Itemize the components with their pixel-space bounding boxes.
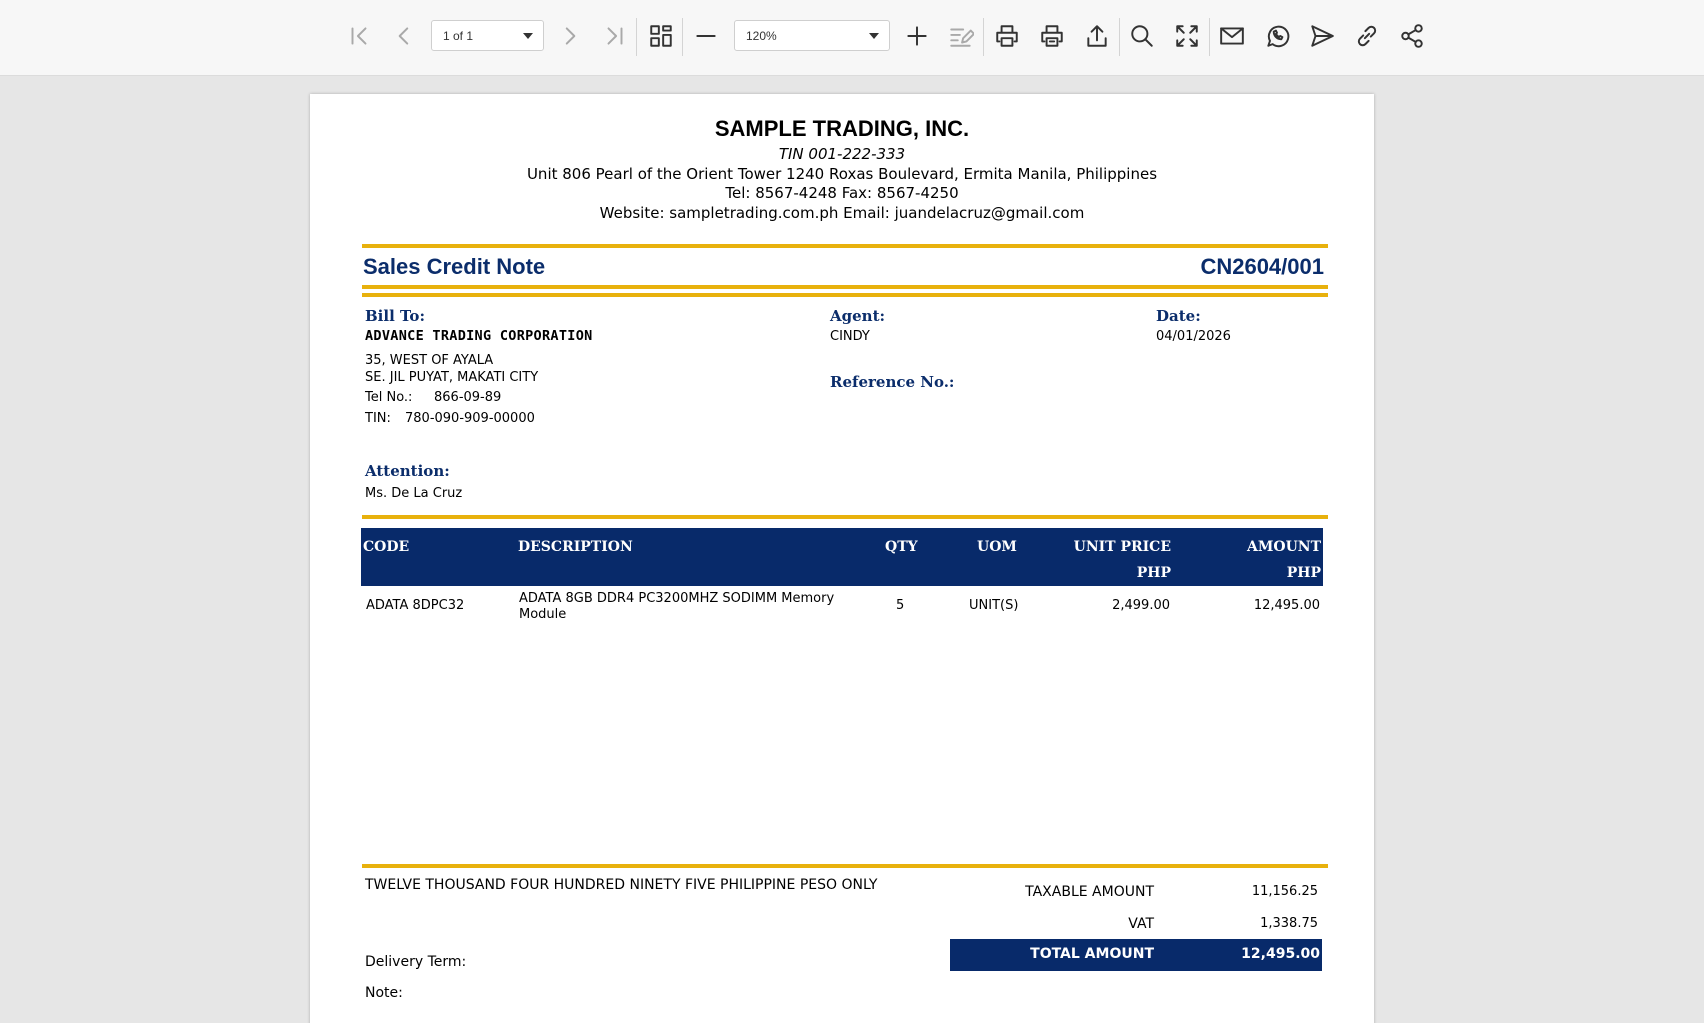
taxable-amount-label: TAXABLE AMOUNT xyxy=(1025,884,1154,900)
last-page-icon xyxy=(602,23,628,49)
company-address: Unit 806 Pearl of the Orient Tower 1240 Roxas Boulevard, Ermita Manila, Philippines xyxy=(526,165,1158,183)
page-select[interactable] xyxy=(431,20,544,51)
previous-page-button[interactable] xyxy=(384,16,424,56)
fullscreen-icon xyxy=(1174,23,1200,49)
document-number: CN2604/001 xyxy=(1200,254,1324,279)
bill-to-tin: 780-090-909-00000 xyxy=(405,411,535,426)
divider-line xyxy=(362,864,1328,868)
delivery-term-label: Delivery Term: xyxy=(365,954,467,970)
chevron-down-icon xyxy=(523,33,533,39)
attention-value: Ms. De La Cruz xyxy=(365,486,463,501)
edit-icon xyxy=(948,23,974,49)
amount-in-words: TWELVE THOUSAND FOUR HUNDRED NINETY FIVE PHILIPPINE PESO ONLY xyxy=(365,877,878,893)
next-page-button[interactable] xyxy=(550,16,590,56)
divider-line xyxy=(362,293,1328,297)
thumbnails-icon xyxy=(648,23,674,49)
send-button[interactable] xyxy=(1302,16,1342,56)
share-button[interactable] xyxy=(1392,16,1432,56)
col-amount: AMOUNT xyxy=(1247,539,1321,555)
divider-line xyxy=(362,285,1328,289)
search-button[interactable] xyxy=(1122,16,1162,56)
email-icon xyxy=(1219,23,1245,49)
zoom-out-icon xyxy=(693,23,719,49)
export-button[interactable] xyxy=(1077,16,1117,56)
total-amount-value: 12,495.00 xyxy=(1241,946,1320,962)
zoom-in-button[interactable] xyxy=(897,16,937,56)
link-icon xyxy=(1354,23,1380,49)
items-table-header xyxy=(361,528,1323,586)
bill-to-address1: 35, WEST OF AYALA xyxy=(365,353,494,368)
agent-label: Agent: xyxy=(830,307,886,325)
col-qty: QTY xyxy=(885,539,918,555)
whatsapp-icon xyxy=(1264,23,1290,49)
row-uom: UNIT(S) xyxy=(969,598,1019,613)
taxable-amount-value: 11,156.25 xyxy=(1251,884,1318,899)
fullscreen-button[interactable] xyxy=(1167,16,1207,56)
total-amount-bar xyxy=(950,939,1322,971)
search-icon xyxy=(1129,23,1155,49)
toolbar-divider xyxy=(1209,18,1210,56)
row-unit-price: 2,499.00 xyxy=(1112,598,1170,613)
row-qty: 5 xyxy=(896,598,905,613)
date-value: 04/01/2026 xyxy=(1156,329,1231,344)
export-icon xyxy=(1084,23,1110,49)
col-unit-price-currency: PHP xyxy=(1136,565,1171,581)
zoom-in-icon xyxy=(904,23,930,49)
col-unit-price: UNIT PRICE xyxy=(1073,539,1171,555)
zoom-level: 120% xyxy=(746,28,777,43)
attention-label: Attention: xyxy=(365,462,450,480)
row-description-line1: ADATA 8GB DDR4 PC3200MHZ SODIMM Memory xyxy=(519,591,835,606)
toolbar-divider xyxy=(1119,18,1120,56)
company-tin: TIN 001-222-333 xyxy=(778,145,906,163)
divider-line xyxy=(362,244,1328,248)
col-description: DESCRIPTION xyxy=(518,539,633,555)
bill-to-address2: SE. JIL PUYAT, MAKATI CITY xyxy=(365,370,539,385)
zoom-select[interactable] xyxy=(734,20,890,51)
zoom-out-button[interactable] xyxy=(686,16,726,56)
copy-link-button[interactable] xyxy=(1347,16,1387,56)
col-uom: UOM xyxy=(977,539,1017,555)
print-layout-button[interactable] xyxy=(1032,16,1072,56)
previous-page-icon xyxy=(391,23,417,49)
company-web: Website: sampletrading.com.ph Email: juandelacruz@gmail.com xyxy=(599,204,1085,222)
whatsapp-button[interactable] xyxy=(1257,16,1297,56)
thumbnails-button[interactable] xyxy=(641,16,681,56)
row-description-line2: Module xyxy=(519,607,567,622)
document-page xyxy=(310,94,1374,1023)
print-button[interactable] xyxy=(987,16,1027,56)
divider-line xyxy=(362,515,1328,519)
annotate-button[interactable] xyxy=(941,16,981,56)
note-label: Note: xyxy=(365,985,403,1001)
chevron-down-icon xyxy=(869,33,879,39)
bill-to-tel: 866-09-89 xyxy=(434,390,502,405)
last-page-button[interactable] xyxy=(595,16,635,56)
page-indicator: 1 of 1 xyxy=(443,28,474,43)
bill-to-name: ADVANCE TRADING CORPORATION xyxy=(365,328,593,344)
print-layout-icon xyxy=(1039,23,1065,49)
bill-to-tin-label: TIN: xyxy=(365,411,391,426)
reference-label: Reference No.: xyxy=(830,373,955,391)
next-page-icon xyxy=(557,23,583,49)
toolbar-divider xyxy=(682,18,683,56)
col-amount-currency: PHP xyxy=(1286,565,1321,581)
first-page-button[interactable] xyxy=(339,16,379,56)
company-phones: Tel: 8567-4248 Fax: 8567-4250 xyxy=(725,184,959,202)
vat-label: VAT xyxy=(1128,916,1154,932)
row-code: ADATA 8DPC32 xyxy=(366,598,465,613)
bill-to-tel-label: Tel No.: xyxy=(365,390,413,405)
row-amount: 12,495.00 xyxy=(1253,598,1320,613)
agent-value: CINDY xyxy=(830,329,870,344)
print-icon xyxy=(994,23,1020,49)
first-page-icon xyxy=(346,23,372,49)
vat-value: 1,338.75 xyxy=(1260,916,1318,931)
email-button[interactable] xyxy=(1212,16,1252,56)
send-icon xyxy=(1309,23,1335,49)
bill-to-label: Bill To: xyxy=(365,307,425,325)
viewer-toolbar xyxy=(0,0,1704,76)
date-label: Date: xyxy=(1156,307,1201,325)
share-icon xyxy=(1399,23,1425,49)
total-amount-label: TOTAL AMOUNT xyxy=(1030,946,1154,962)
toolbar-divider xyxy=(983,18,984,56)
company-name: SAMPLE TRADING, INC. xyxy=(714,116,970,141)
toolbar-divider xyxy=(636,18,637,56)
document-title: Sales Credit Note xyxy=(363,254,546,279)
col-code: CODE xyxy=(363,539,410,555)
